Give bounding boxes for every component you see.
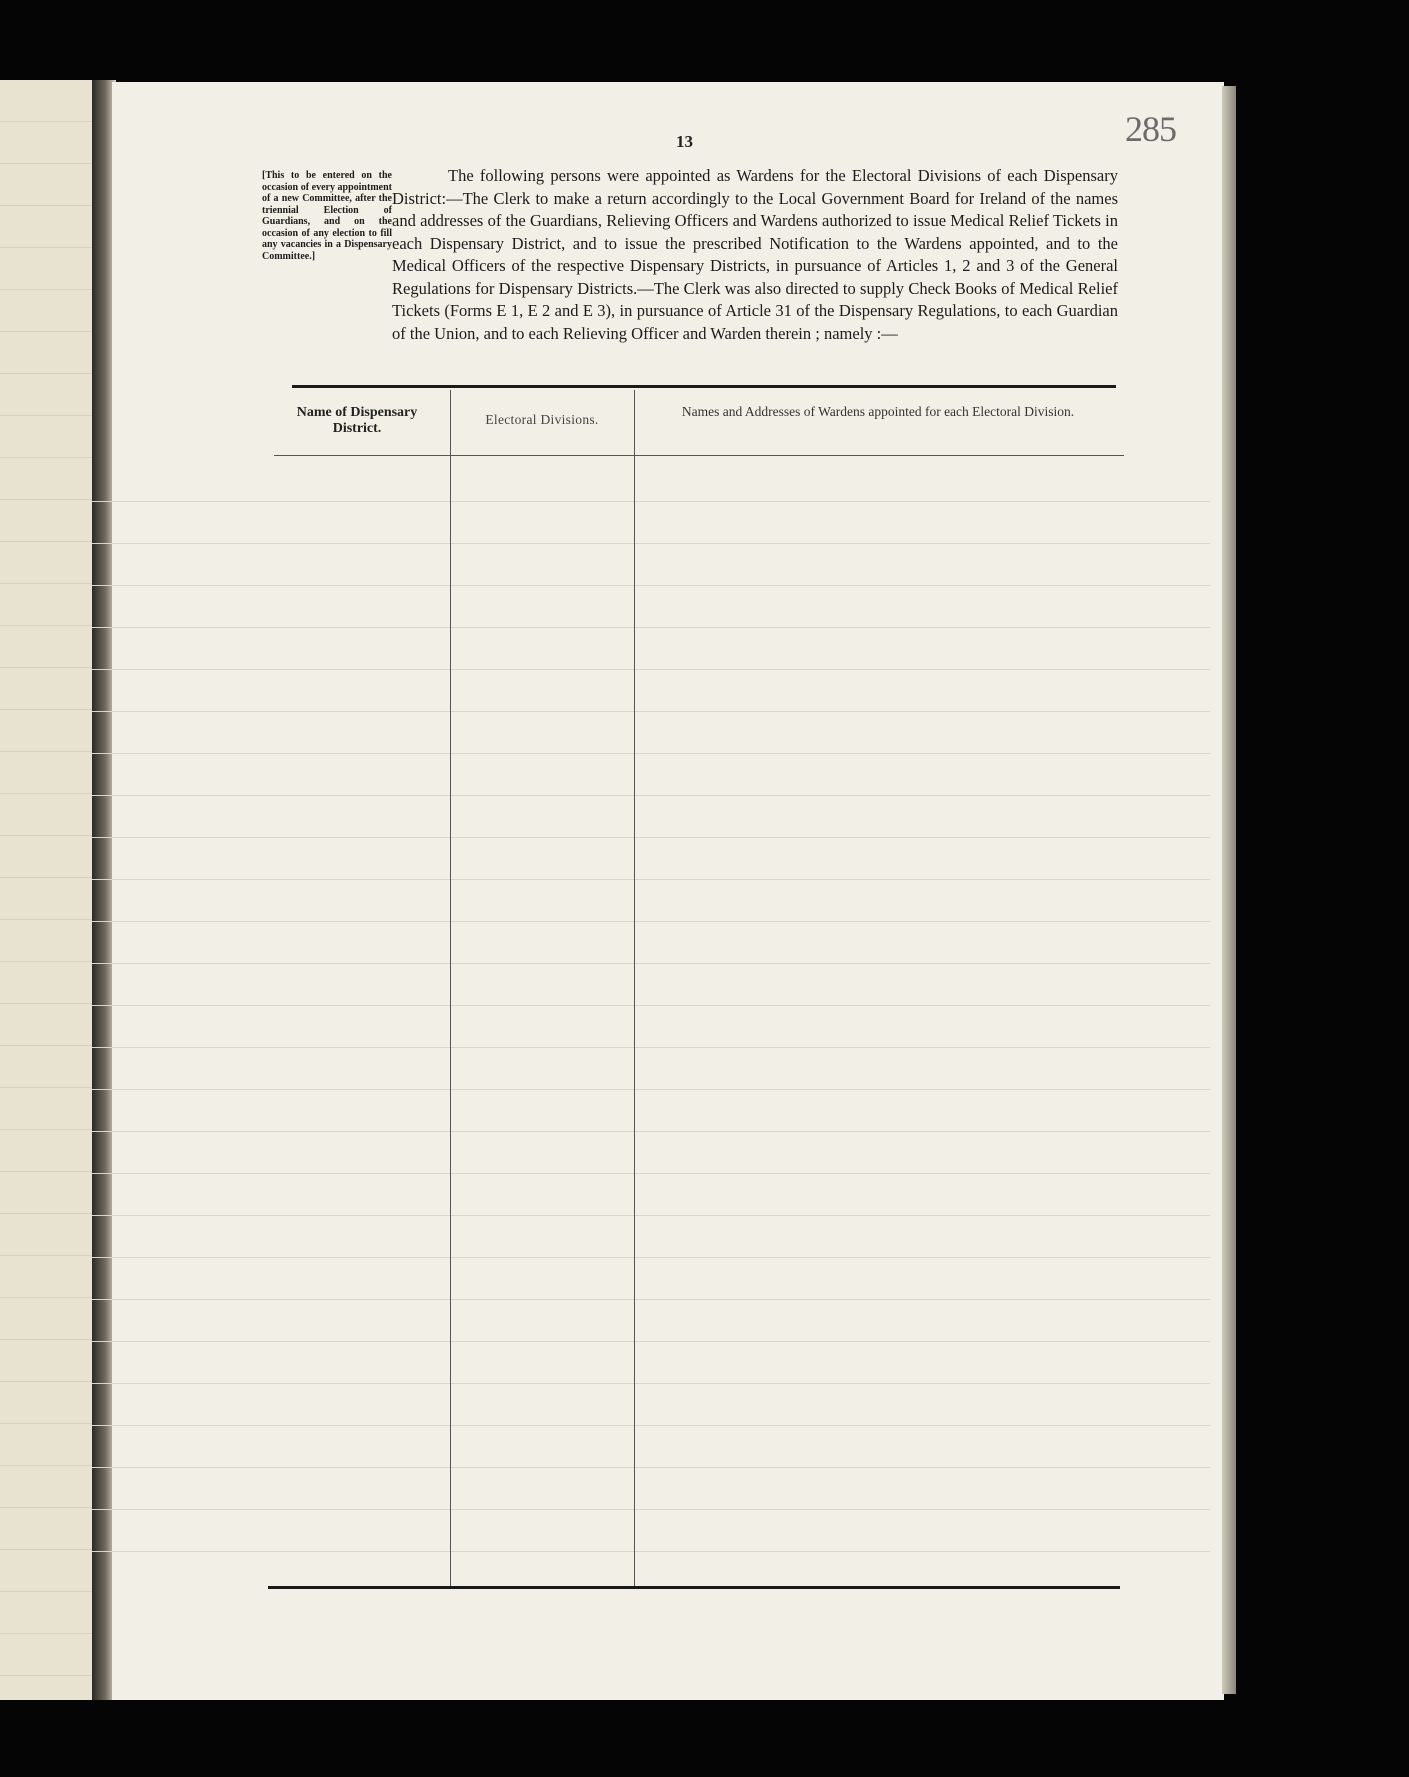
ruled-lines (92, 460, 1210, 1580)
margin-note: [This to be entered on the occasion of every appointment of a new Committee, after the triennial Election of Guardians, and on the occasion of any election to fill any vacancies in a Dispensary Committee.] (262, 170, 392, 262)
table-bottom-rule (268, 1586, 1120, 1589)
page-edge (1222, 86, 1236, 1694)
column-divider-1 (450, 390, 451, 1586)
column-divider-2 (634, 390, 635, 1586)
column-header-district: Name of Dispensary District. (296, 405, 418, 436)
table-top-rule (292, 385, 1116, 388)
page-number: 285 (1125, 109, 1176, 149)
column-header-wardens: Names and Addresses of Wardens appointed for each Electoral Division. (681, 404, 1075, 419)
instruction-paragraph: The following persons were appointed as Wardens for the Electoral Divisions of each Dispensary District:—The Clerk to make a return accordingly to the Local Government Board for Ireland of the names and addresses of the Guardians, Relieving Officers and Wardens authorized to issue Medical Relief Tickets in each Dispensary District, and to issue the prescribed Notification to the Wardens appointed, and to the Medical Officers of the respective Dispensary Districts, in pursuance of Articles 1, 2 and 3 of the General Regulations for Dispensary Districts.—The Clerk was also directed to supply Check Books of Medical Relief Tickets (Forms E 1, E 2 and E 3), in pursuance of Article 31 of the Dispensary Regulations, to each Guardian of the Union, and to each Relieving Officer and Warden therein ; namely :— (392, 166, 1118, 343)
facing-page (0, 80, 96, 1700)
column-header-electoral-divisions: Electoral Divisions. (485, 412, 599, 427)
table-header-rule (274, 455, 1124, 456)
form-number: 13 (676, 132, 693, 151)
